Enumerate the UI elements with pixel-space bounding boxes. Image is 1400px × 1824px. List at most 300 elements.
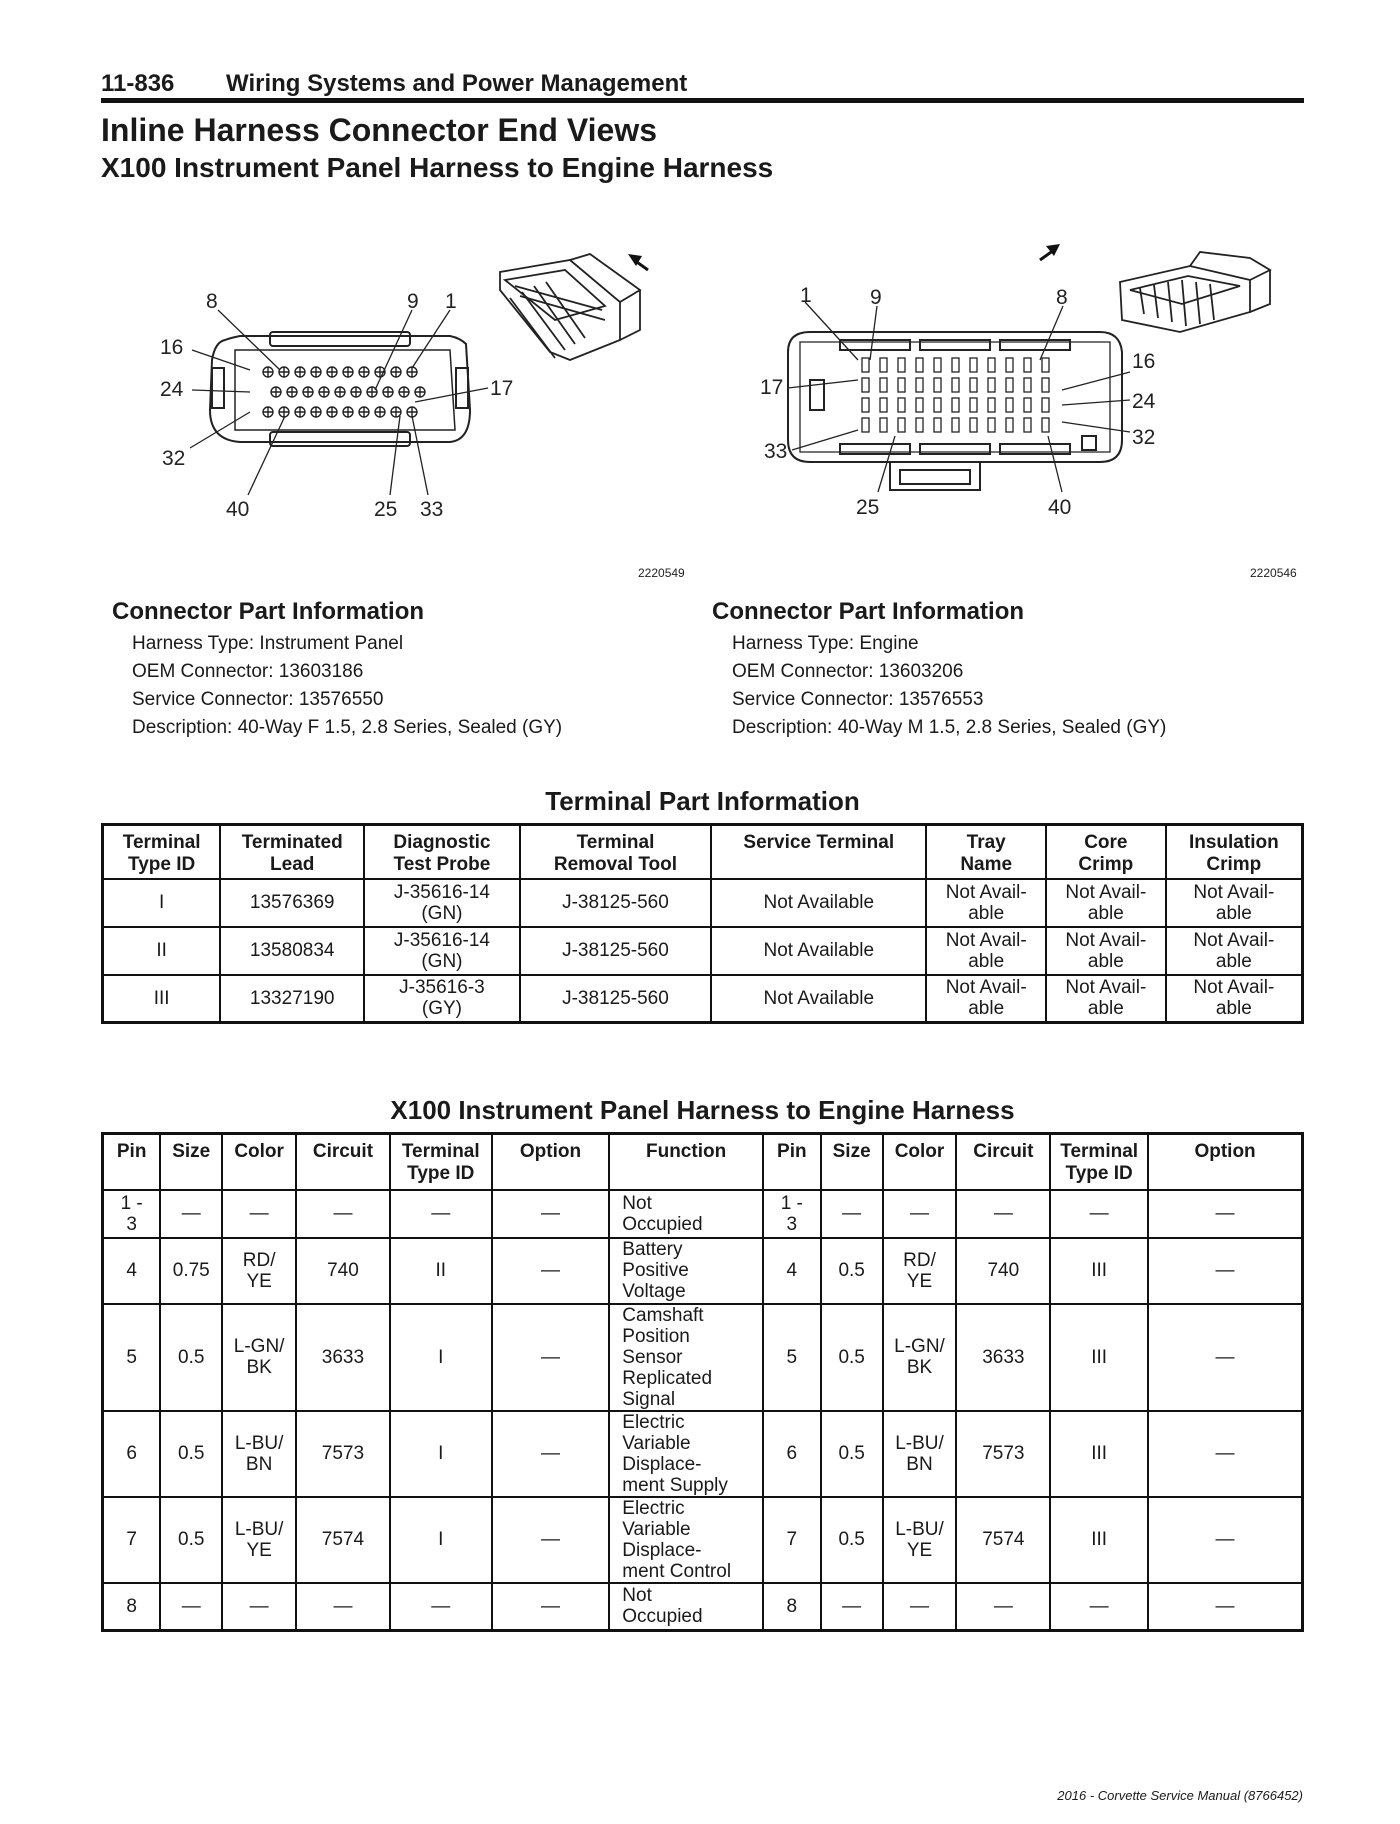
pin-blade	[898, 418, 905, 432]
cell-line: BN	[906, 1453, 933, 1475]
cell-line: YE	[906, 1539, 933, 1561]
pin-blade	[1024, 358, 1031, 372]
table-cell: —	[222, 1583, 296, 1631]
cell-line: (GN)	[421, 950, 463, 972]
table-row	[103, 1497, 1303, 1583]
cell-line: Position	[622, 1325, 690, 1347]
header-rule	[101, 98, 1304, 103]
table-cell: III	[1050, 1238, 1148, 1304]
pin-blade	[988, 398, 995, 412]
cell-line: Voltage	[622, 1281, 686, 1302]
callout-32: 32	[162, 447, 186, 470]
table-cell: —	[821, 1190, 883, 1238]
callout-17: 17	[490, 377, 514, 400]
female-connector-isometric	[500, 254, 640, 360]
table-cell	[883, 1304, 957, 1411]
table-cell: —	[1148, 1497, 1302, 1583]
cell-line: 1 -	[120, 1192, 143, 1214]
cell-line: Service Terminal	[743, 832, 895, 853]
cell-line: Size	[832, 1141, 871, 1162]
table-cell: 4	[103, 1238, 161, 1304]
table-cell: —	[160, 1583, 222, 1631]
table-cell	[1046, 879, 1166, 927]
cell-line: Positive	[622, 1260, 689, 1281]
pin-blade	[952, 358, 959, 372]
cell-line: (GN)	[421, 902, 463, 924]
table-cell: —	[492, 1497, 610, 1583]
column-header	[883, 1134, 957, 1190]
cell-line: Terminated	[241, 832, 343, 853]
table-cell: 7574	[296, 1497, 390, 1583]
cell-line: Terminal	[401, 1141, 480, 1162]
cell-line: Name	[960, 854, 1013, 875]
cell-line: J-35616-14	[393, 929, 490, 951]
column-header	[520, 825, 711, 879]
cell-line: Option	[1194, 1141, 1256, 1162]
table-cell: —	[1148, 1304, 1302, 1411]
pin-blade	[862, 358, 869, 372]
table-cell	[1166, 927, 1303, 975]
callout-25: 25	[374, 498, 398, 521]
callout-9: 9	[870, 286, 882, 309]
table-cell: 3633	[956, 1304, 1050, 1411]
pin-blade	[934, 398, 941, 412]
cell-line: Variable	[622, 1518, 691, 1540]
cell-line: Not	[622, 1585, 652, 1607]
table-cell: J-38125-560	[520, 927, 711, 975]
column-header	[763, 1134, 821, 1190]
harness-type: Harness Type: Engine	[732, 633, 919, 654]
cell-line: Pin	[777, 1141, 807, 1162]
table-cell: 0.75	[160, 1238, 222, 1304]
table-row	[103, 1304, 1303, 1411]
cell-line: BK	[246, 1357, 272, 1378]
table-cell: —	[296, 1190, 390, 1238]
cell-line: (GY)	[421, 998, 462, 1020]
cell-line: Removal Tool	[553, 854, 678, 875]
table-cell: 0.5	[160, 1304, 222, 1411]
table-cell: 0.5	[160, 1497, 222, 1583]
function-cell	[609, 1497, 763, 1583]
pin-blade	[1006, 378, 1013, 392]
cell-line: Not Avail-	[945, 881, 1027, 903]
table-cell: 6	[763, 1411, 821, 1497]
table-cell: III	[1050, 1304, 1148, 1411]
table-cell: 13327190	[220, 975, 364, 1023]
cell-line: Not Avail-	[1193, 881, 1275, 903]
cell-line: Not Avail-	[1065, 929, 1147, 951]
table-cell: 8	[763, 1583, 821, 1631]
cell-line: Battery	[622, 1239, 683, 1260]
callout-32: 32	[1132, 426, 1156, 449]
column-header	[1046, 825, 1166, 879]
table-cell: 740	[956, 1238, 1050, 1304]
cell-line: Terminal	[1060, 1141, 1139, 1162]
cell-line: Displace-	[622, 1539, 702, 1561]
table-cell	[883, 1411, 957, 1497]
function-cell	[609, 1583, 763, 1631]
cell-line: YE	[246, 1539, 272, 1561]
pin-blade	[880, 378, 887, 392]
male-connector-isometric	[1120, 252, 1270, 332]
cell-line: Type ID	[407, 1163, 475, 1184]
pin-blade	[952, 378, 959, 392]
table-row	[103, 1411, 1303, 1497]
table-cell	[364, 879, 520, 927]
pin-blade	[988, 358, 995, 372]
table-cell: 0.5	[821, 1238, 883, 1304]
table-cell: —	[956, 1190, 1050, 1238]
pin-blade	[862, 398, 869, 412]
arrow-icon	[1040, 244, 1060, 260]
table-cell: —	[492, 1190, 610, 1238]
table-cell: Not Available	[711, 927, 926, 975]
description: Description: 40-Way M 1.5, 2.8 Series, Sealed (GY)	[732, 717, 1167, 738]
service-connector: Service Connector: 13576553	[732, 689, 984, 710]
pin-blade	[952, 418, 959, 432]
pin-blade	[1042, 418, 1049, 432]
pin-blade	[1024, 418, 1031, 432]
table-row	[103, 1190, 1303, 1238]
table-row	[103, 879, 1303, 927]
table-cell: —	[1148, 1411, 1302, 1497]
cell-line: Tray	[966, 832, 1006, 853]
table-cell: Not Available	[711, 879, 926, 927]
cell-line: L-BU/	[234, 1432, 284, 1454]
cell-line: Option	[519, 1141, 582, 1162]
function-cell	[609, 1411, 763, 1497]
table-cell: J-38125-560	[520, 879, 711, 927]
column-header	[711, 825, 926, 879]
table-cell: II	[103, 927, 221, 975]
column-header	[926, 825, 1046, 879]
pin-blade	[880, 418, 887, 432]
table-cell	[222, 1238, 296, 1304]
table-row	[103, 1238, 1303, 1304]
oem-connector: OEM Connector: 13603186	[132, 661, 364, 682]
pin-blade	[970, 418, 977, 432]
table-cell: —	[883, 1190, 957, 1238]
table-cell	[926, 879, 1046, 927]
table-cell: —	[1148, 1190, 1302, 1238]
cell-line: Lead	[270, 854, 315, 875]
page-number: 11-836	[101, 70, 175, 97]
cell-line: L-BU/	[895, 1518, 944, 1540]
table-cell: III	[1050, 1497, 1148, 1583]
table-cell	[222, 1497, 296, 1583]
pin-blade	[1024, 398, 1031, 412]
cell-line: able	[968, 902, 1005, 924]
cell-line: Signal	[622, 1388, 676, 1410]
table-cell: 7573	[956, 1411, 1050, 1497]
table-cell: —	[492, 1238, 610, 1304]
cell-line: Not Avail-	[1065, 977, 1147, 999]
cell-line: 1 -	[780, 1192, 803, 1214]
table-cell: 7	[763, 1497, 821, 1583]
cell-line: J-35616-14	[393, 881, 490, 903]
pin-blade	[970, 358, 977, 372]
column-header	[390, 1134, 492, 1190]
column-header	[1148, 1134, 1302, 1190]
table-cell: III	[1050, 1411, 1148, 1497]
cell-line: Insulation	[1188, 832, 1279, 853]
column-header	[1050, 1134, 1148, 1190]
pin-blade	[970, 378, 977, 392]
column-header	[1166, 825, 1303, 879]
column-header	[103, 825, 221, 879]
table-cell	[926, 975, 1046, 1023]
cell-line: Core	[1084, 832, 1128, 853]
harness-type: Harness Type: Instrument Panel	[132, 633, 404, 654]
pin-blade	[934, 378, 941, 392]
terminal-part-table	[101, 823, 1304, 1024]
table-cell: —	[492, 1304, 610, 1411]
cell-line: L-BU/	[895, 1432, 944, 1454]
connector-info-heading: Connector Part Information	[112, 598, 425, 625]
cell-line: Crimp	[1078, 854, 1134, 875]
cell-line: Not Avail-	[945, 929, 1027, 951]
pin-blade	[880, 358, 887, 372]
cell-line: Not Avail-	[1193, 977, 1275, 999]
table-cell: 0.5	[821, 1411, 883, 1497]
cell-line: BK	[906, 1357, 933, 1378]
column-header	[492, 1134, 610, 1190]
table-cell	[1046, 975, 1166, 1023]
table-cell: I	[390, 1304, 492, 1411]
cell-line: RD/	[903, 1249, 936, 1271]
function-cell	[609, 1304, 763, 1411]
table-row	[103, 1583, 1303, 1631]
cell-line: Not	[622, 1192, 652, 1214]
pin-blade	[1006, 358, 1013, 372]
table-cell: 7	[103, 1497, 161, 1583]
column-header	[821, 1134, 883, 1190]
table-row	[103, 975, 1303, 1023]
cell-line: able	[1087, 998, 1124, 1020]
callout-8: 8	[206, 290, 218, 313]
table-cell: 7574	[956, 1497, 1050, 1583]
cell-line: ment Supply	[622, 1474, 728, 1496]
table-cell: 5	[103, 1304, 161, 1411]
pin-blade	[1042, 378, 1049, 392]
column-header	[222, 1134, 296, 1190]
column-header	[220, 825, 364, 879]
pin-blade	[898, 358, 905, 372]
table-cell: —	[1050, 1583, 1148, 1631]
cell-line: Type ID	[128, 854, 196, 875]
table-cell: 0.5	[821, 1304, 883, 1411]
cell-line: Function	[645, 1141, 727, 1162]
pin-blade	[880, 398, 887, 412]
table-cell: —	[492, 1583, 610, 1631]
cell-line: Crimp	[1206, 854, 1262, 875]
table-row	[103, 927, 1303, 975]
cell-line: Not Avail-	[945, 977, 1027, 999]
pin-blade	[916, 358, 923, 372]
table-cell: —	[160, 1190, 222, 1238]
column-header	[609, 1134, 763, 1190]
pin-blade	[934, 418, 941, 432]
cell-line: J-35616-3	[399, 977, 485, 999]
pin-blade	[1042, 398, 1049, 412]
pin-blade	[934, 358, 941, 372]
pin-blade	[898, 398, 905, 412]
table-cell: —	[390, 1583, 492, 1631]
cell-line: L-GN/	[233, 1336, 285, 1357]
callout-9: 9	[407, 290, 419, 313]
table-cell: —	[222, 1190, 296, 1238]
connector-info-right	[712, 598, 1312, 742]
pin-blade	[916, 378, 923, 392]
male-connector-end-view	[730, 240, 1310, 580]
page-subtitle: X100 Instrument Panel Harness to Engine Harness	[101, 152, 774, 183]
function-cell	[609, 1190, 763, 1238]
cell-line: YE	[246, 1270, 272, 1292]
table-cell	[763, 1190, 821, 1238]
cell-line: Occupied	[622, 1213, 703, 1235]
cell-line: L-GN/	[894, 1336, 945, 1357]
table-cell: 0.5	[821, 1497, 883, 1583]
callout-16: 16	[1132, 350, 1156, 373]
cell-line: able	[1215, 902, 1252, 924]
table-cell	[1166, 879, 1303, 927]
pin-blade	[988, 378, 995, 392]
table-cell	[1166, 975, 1303, 1023]
table-cell: 3633	[296, 1304, 390, 1411]
cell-line: able	[968, 950, 1005, 972]
cell-line: Terminal	[576, 832, 655, 853]
cell-line: Size	[172, 1141, 211, 1162]
pin-blade	[1006, 418, 1013, 432]
column-header	[296, 1134, 390, 1190]
column-header	[103, 1134, 161, 1190]
table-cell	[222, 1411, 296, 1497]
arrow-icon	[628, 254, 648, 270]
cell-line: Diagnostic	[393, 832, 491, 853]
table-cell	[103, 1190, 161, 1238]
cell-line: Electric	[622, 1411, 685, 1433]
table-cell	[1046, 927, 1166, 975]
column-header	[956, 1134, 1050, 1190]
table-cell: 4	[763, 1238, 821, 1304]
table-cell: 8	[103, 1583, 161, 1631]
callout-40: 40	[1048, 496, 1072, 519]
figure-id: 2220546	[1250, 566, 1297, 580]
connector-info-heading: Connector Part Information	[712, 598, 1025, 625]
column-header	[160, 1134, 222, 1190]
callout-1: 1	[800, 284, 812, 307]
pin-blade	[862, 418, 869, 432]
table-cell: 0.5	[160, 1411, 222, 1497]
pin-blade	[988, 418, 995, 432]
function-cell	[609, 1238, 763, 1304]
cell-line: able	[1215, 950, 1252, 972]
cell-line: Color	[234, 1141, 284, 1162]
cell-line: Electric	[622, 1497, 685, 1519]
callout-17: 17	[760, 376, 784, 399]
table-cell: —	[883, 1583, 957, 1631]
table-cell: III	[103, 975, 221, 1023]
section-title: Wiring Systems and Power Management	[226, 70, 688, 97]
cell-line: able	[1087, 902, 1124, 924]
callout-33: 33	[420, 498, 444, 521]
oem-connector: OEM Connector: 13603206	[732, 661, 964, 682]
cell-line: able	[968, 998, 1005, 1020]
table-cell: —	[492, 1411, 610, 1497]
table-cell: I	[390, 1497, 492, 1583]
table-cell: —	[1050, 1190, 1148, 1238]
cell-line: Camshaft	[622, 1304, 704, 1326]
pin-blade	[1042, 358, 1049, 372]
callout-24: 24	[160, 378, 184, 401]
cell-line: Circuit	[973, 1141, 1034, 1162]
cell-line: 3	[126, 1213, 137, 1235]
table-cell: 13576369	[220, 879, 364, 927]
cell-line: Terminal	[122, 832, 201, 853]
cell-line: able	[1215, 998, 1252, 1020]
cell-line: RD/	[242, 1249, 276, 1271]
cell-line: Displace-	[622, 1453, 702, 1475]
table-cell: —	[1148, 1238, 1302, 1304]
table-cell: 5	[763, 1304, 821, 1411]
callout-25: 25	[856, 496, 880, 519]
male-pin-grid	[862, 358, 1049, 432]
pin-blade	[898, 378, 905, 392]
cell-line: Circuit	[312, 1141, 374, 1162]
table-cell	[926, 927, 1046, 975]
description: Description: 40-Way F 1.5, 2.8 Series, Sealed (GY)	[132, 717, 563, 738]
table-cell: J-38125-560	[520, 975, 711, 1023]
pin-blade	[952, 398, 959, 412]
cell-line: able	[1087, 950, 1124, 972]
cell-line: Not Avail-	[1065, 881, 1147, 903]
cell-line: L-BU/	[234, 1518, 284, 1540]
cell-line: ment Control	[622, 1560, 732, 1582]
table-cell: I	[103, 879, 221, 927]
table-cell: —	[390, 1190, 492, 1238]
cell-line: 3	[786, 1213, 798, 1235]
table-cell: 13580834	[220, 927, 364, 975]
cell-line: Replicated	[622, 1367, 713, 1389]
cell-line: Test Probe	[393, 854, 491, 875]
cell-line: Sensor	[622, 1346, 683, 1368]
table-cell	[364, 975, 520, 1023]
female-connector-end-view	[150, 240, 710, 580]
pin-blade	[862, 378, 869, 392]
column-header	[364, 825, 520, 879]
pin-out-table	[101, 1132, 1304, 1632]
table-cell	[883, 1497, 957, 1583]
callout-40: 40	[226, 498, 250, 521]
cell-line: Occupied	[622, 1606, 703, 1628]
table-cell: —	[821, 1583, 883, 1631]
cell-line: Color	[894, 1141, 945, 1162]
table-cell: —	[1148, 1583, 1302, 1631]
table-cell: 740	[296, 1238, 390, 1304]
female-pin-grid	[263, 367, 425, 417]
table-cell: —	[956, 1583, 1050, 1631]
service-connector: Service Connector: 13576550	[132, 689, 384, 710]
cell-line: YE	[906, 1270, 933, 1292]
table-cell: II	[390, 1238, 492, 1304]
table-cell: Not Available	[711, 975, 926, 1023]
figure-id: 2220549	[638, 566, 685, 580]
callout-24: 24	[1132, 390, 1156, 413]
cell-line: Type ID	[1065, 1163, 1133, 1184]
pin-blade	[970, 398, 977, 412]
pin-table-title: X100 Instrument Panel Harness to Engine Harness	[390, 1095, 1015, 1125]
table-cell: —	[296, 1583, 390, 1631]
